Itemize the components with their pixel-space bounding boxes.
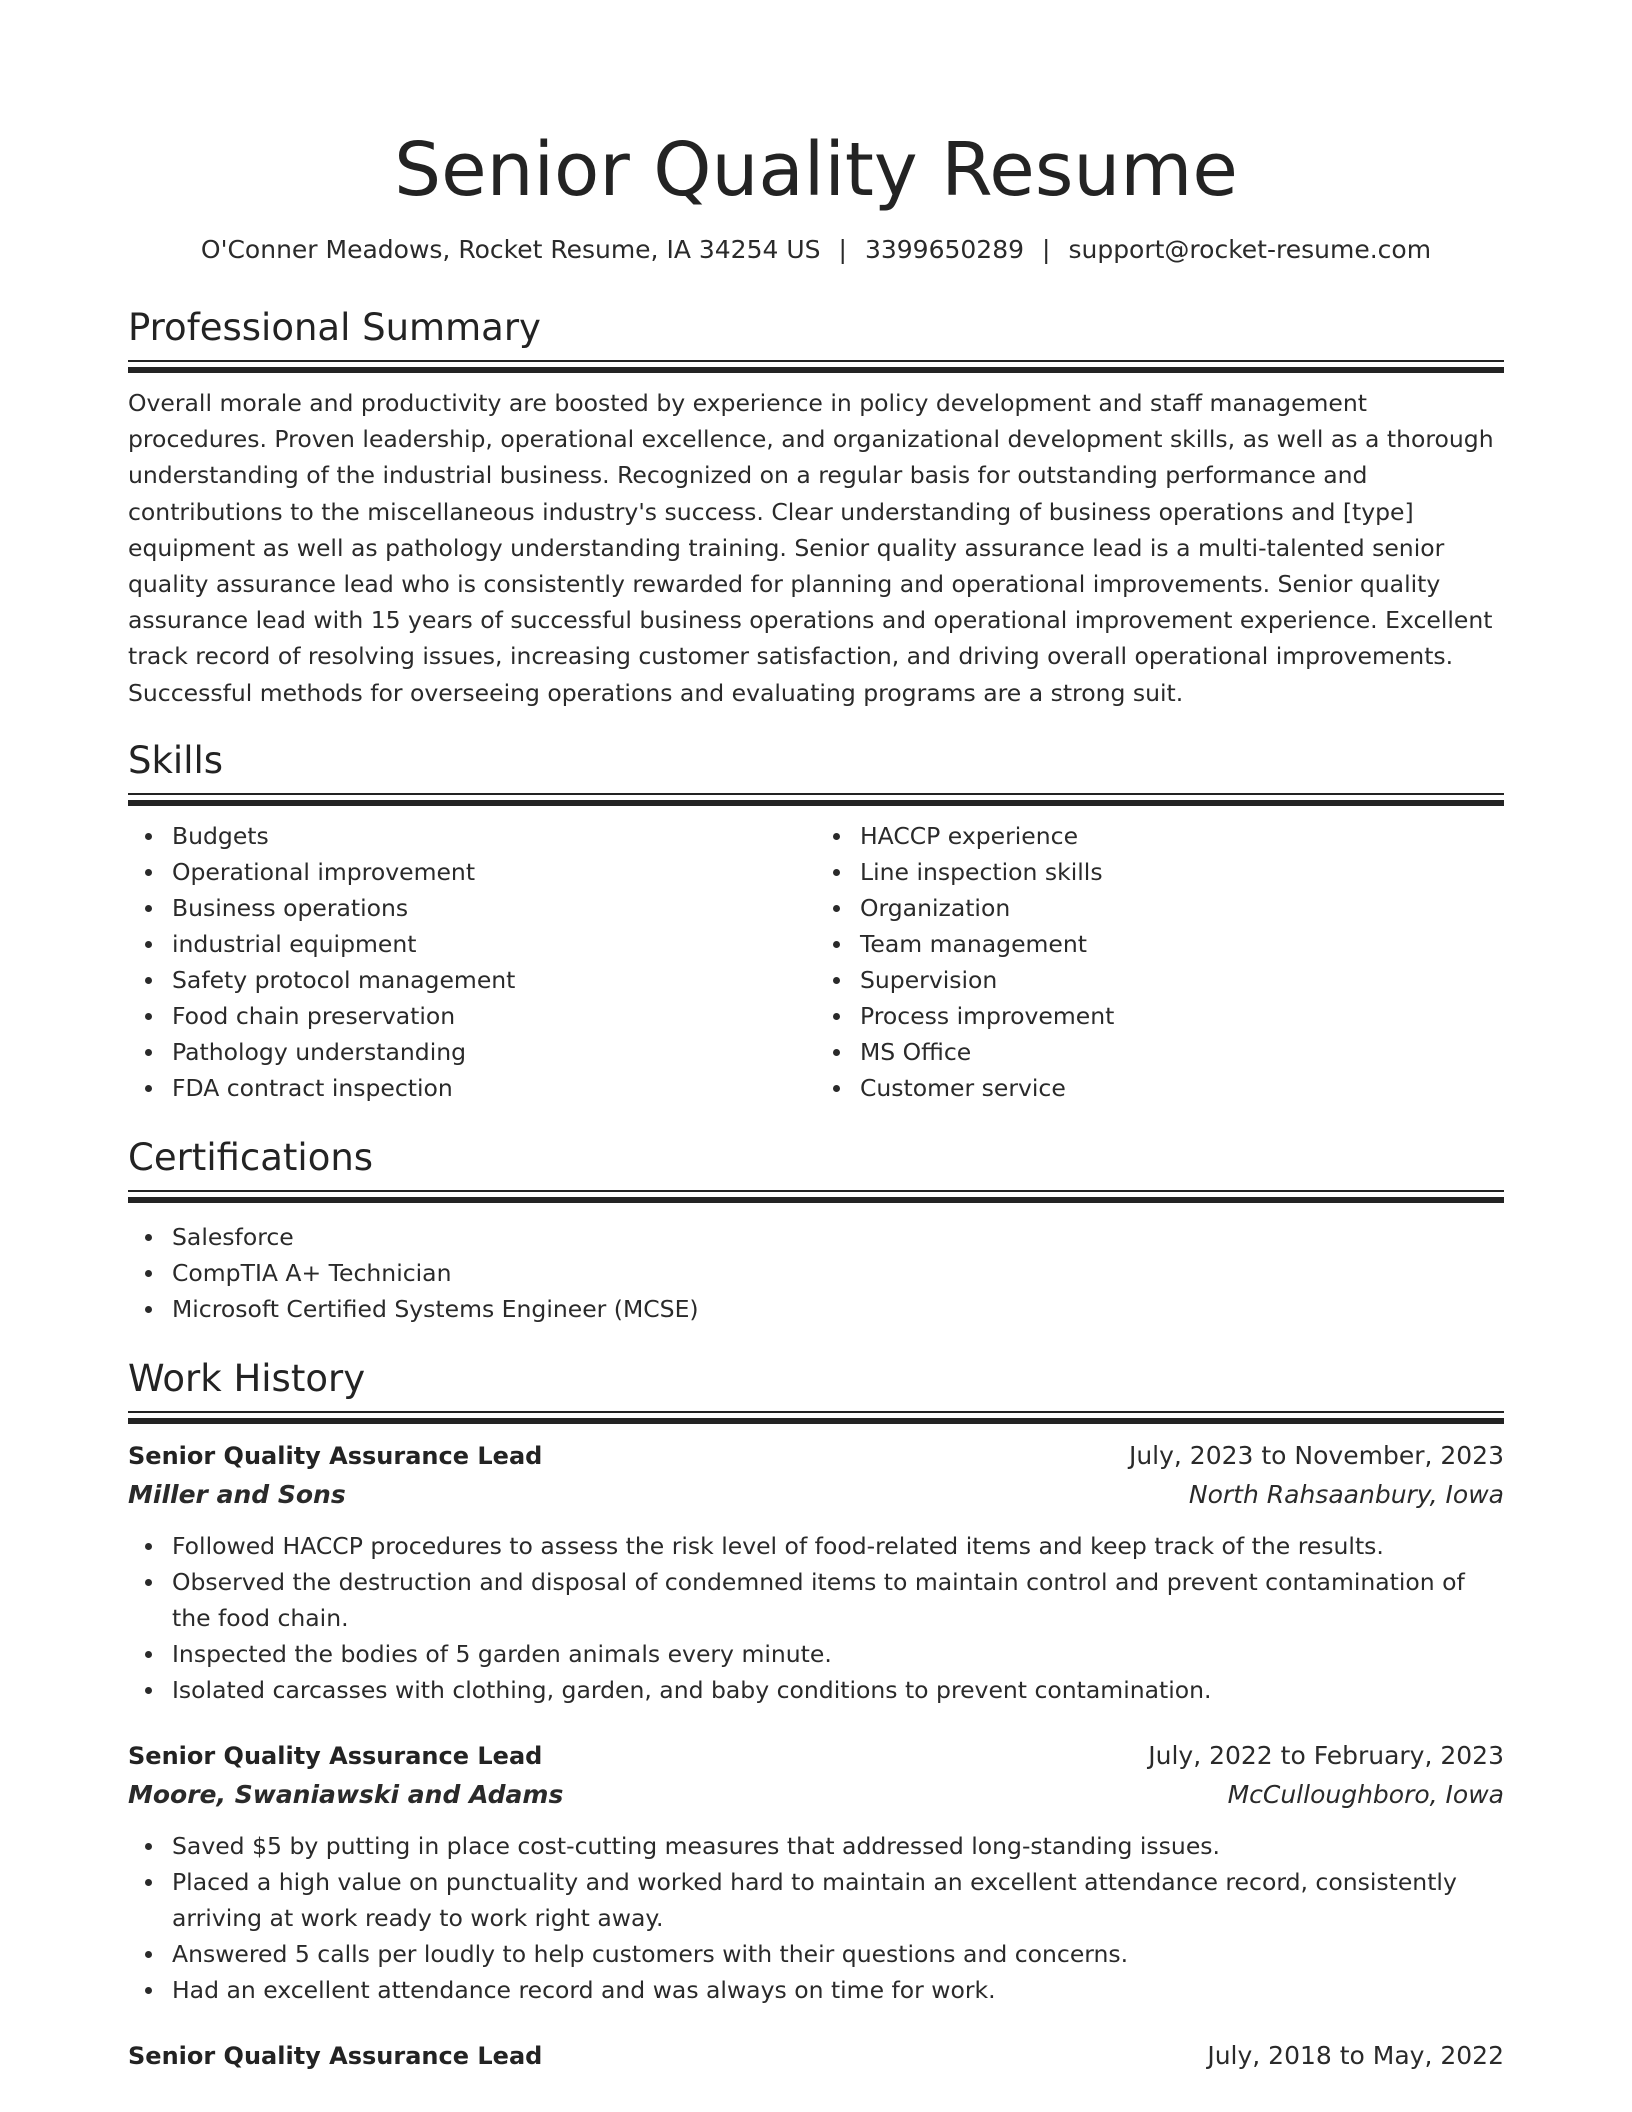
- job-bullets: [128, 1528, 1504, 1708]
- skill-item: Safety protocol management: [172, 962, 816, 998]
- skill-item: Food chain preservation: [172, 998, 816, 1034]
- job-bullet: Observed the destruction and disposal of condemned items to maintain control and prevent contamination of the food chain.: [172, 1564, 1504, 1636]
- job-title: Senior Quality Assurance Lead: [128, 2041, 543, 2070]
- job-bullet: Saved $5 by putting in place cost-cutting measures that addressed long-standing issues.: [172, 1828, 1504, 1864]
- job-bullet: Inspected the bodies of 5 garden animals every minute.: [172, 1636, 1504, 1672]
- job-title: Senior Quality Assurance Lead: [128, 1741, 543, 1770]
- contact-separator: |: [838, 235, 847, 264]
- certification-item: CompTIA A+ Technician: [172, 1255, 1504, 1291]
- skill-item: Customer service: [860, 1070, 1504, 1106]
- section-heading-work-history: Work History: [128, 1356, 366, 1400]
- job-entry: [128, 1736, 1504, 2008]
- section-divider: [128, 1190, 1504, 1203]
- certifications-list: [128, 1219, 1504, 1327]
- work-history-section: [128, 1353, 1504, 2076]
- resume-title: Senior Quality Resume: [394, 127, 1238, 213]
- skill-item: Operational improvement: [172, 854, 816, 890]
- contact-phone: 3399650289: [864, 235, 1025, 264]
- skill-item: Organization: [860, 890, 1504, 926]
- contact-separator: |: [1042, 235, 1051, 264]
- contact-line: [128, 232, 1504, 268]
- skill-item: Process improvement: [860, 998, 1504, 1034]
- job-entry: [128, 2036, 1504, 2076]
- skill-item: Pathology understanding: [172, 1034, 816, 1070]
- skills-section: [128, 735, 1504, 1106]
- job-company: Moore, Swaniawski and Adams: [128, 1779, 564, 1809]
- job-location: McCulloughboro, Iowa: [1227, 1779, 1504, 1809]
- section-heading-skills: Skills: [128, 738, 224, 782]
- skills-right-column: [816, 818, 1504, 1106]
- skill-item: industrial equipment: [172, 926, 816, 962]
- contact-address: O'Conner Meadows, Rocket Resume, IA 34254 US: [200, 235, 821, 264]
- job-subheader: [128, 1776, 1504, 1814]
- skill-item: Budgets: [172, 818, 816, 854]
- job-dates: July, 2022 to February, 2023: [1148, 1740, 1504, 1770]
- job-company: Miller and Sons: [128, 1479, 346, 1509]
- certification-item: Microsoft Certified Systems Engineer (MCSE): [172, 1291, 1504, 1327]
- summary-section: [128, 302, 1504, 711]
- job-location: North Rahsaanbury, Iowa: [1188, 1479, 1504, 1509]
- skill-item: FDA contract inspection: [172, 1070, 816, 1106]
- job-bullet: Followed HACCP procedures to assess the risk level of food-related items and keep track of the results.: [172, 1528, 1504, 1564]
- job-header: [128, 2036, 1504, 2076]
- jobs-list: [128, 1436, 1504, 2076]
- contact-email: support@rocket-resume.com: [1068, 235, 1432, 264]
- job-bullet: Had an excellent attendance record and was always on time for work.: [172, 1972, 1504, 2008]
- skill-item: HACCP experience: [860, 818, 1504, 854]
- skills-grid: [128, 818, 1504, 1106]
- job-dates: July, 2018 to May, 2022: [1207, 2040, 1504, 2070]
- section-heading-certifications: Certifications: [128, 1135, 374, 1179]
- job-header: [128, 1736, 1504, 1776]
- section-heading-summary: Professional Summary: [128, 306, 541, 349]
- summary-text: Overall morale and productivity are boosted by experience in policy development and staff management procedures. Proven leadership, operational excellence, and organizational development skills, as well as a thorough understanding of the industrial business. Recognized on a regular basis for outstanding performance and contributions to the miscellaneous industry's success. Clear understanding of business operations and [type] equipment as well as pathology understanding training. Senior quality assurance lead is a multi-talented senior quality assurance lead who is consistently rewarded for planning and operational improvements. Senior quality assurance lead with 15 years of successful business operations and operational improvement experience. Excellent track record of resolving issues, increasing customer satisfaction, and driving overall operational improvements. Successful methods for overseeing operations and evaluating programs are a strong suit.: [128, 389, 1494, 707]
- job-entry: [128, 1436, 1504, 1708]
- job-bullets: [128, 1828, 1504, 2008]
- certifications-section: [128, 1132, 1504, 1327]
- section-divider: [128, 1411, 1504, 1424]
- skill-item: Team management: [860, 926, 1504, 962]
- job-header: [128, 1436, 1504, 1476]
- job-bullet: Answered 5 calls per loudly to help customers with their questions and concerns.: [172, 1936, 1504, 1972]
- job-bullet: Isolated carcasses with clothing, garden, and baby conditions to prevent contamination.: [172, 1672, 1504, 1708]
- job-bullet: Placed a high value on punctuality and worked hard to maintain an excellent attendance record, consistently arriving at work ready to work right away.: [172, 1864, 1504, 1936]
- certification-item: Salesforce: [172, 1219, 1504, 1255]
- skill-item: MS Office: [860, 1034, 1504, 1070]
- skills-left-column: [128, 818, 816, 1106]
- section-divider: [128, 360, 1504, 373]
- skill-item: Business operations: [172, 890, 816, 926]
- job-title: Senior Quality Assurance Lead: [128, 1441, 543, 1470]
- skill-item: Supervision: [860, 962, 1504, 998]
- section-divider: [128, 793, 1504, 806]
- job-subheader: [128, 1476, 1504, 1514]
- job-dates: July, 2023 to November, 2023: [1128, 1440, 1504, 1470]
- skill-item: Line inspection skills: [860, 854, 1504, 890]
